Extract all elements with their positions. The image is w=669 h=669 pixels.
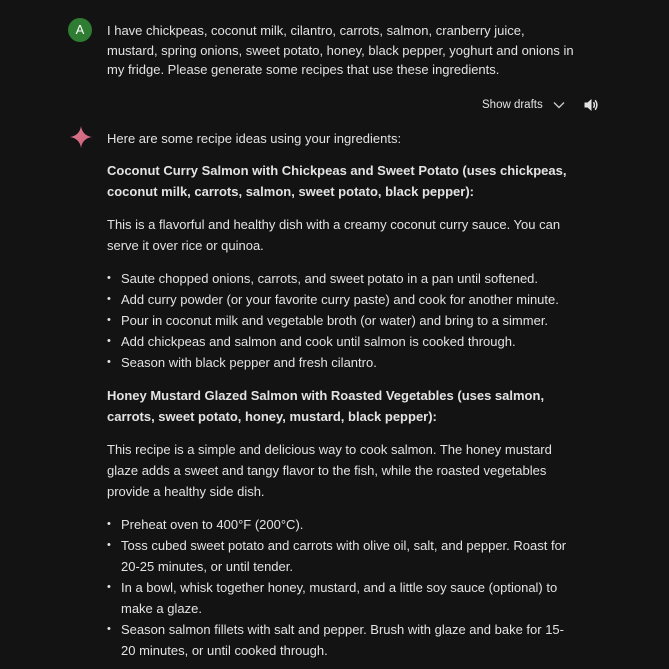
response-toolbar [482, 96, 599, 114]
show-drafts-label: Show drafts [482, 99, 543, 111]
list-item: • In a bowl, whisk together honey, mustard, and a little soy sauce (optional) to make a glaze. [107, 580, 558, 616]
sparkle-icon [70, 126, 92, 148]
step-text: In a bowl, whisk together honey, mustard, and a little soy sauce (optional) to make a glaze. [121, 580, 558, 616]
response-intro: Here are some recipe ideas using your ingredients: [107, 131, 402, 146]
user-avatar[interactable]: A [68, 18, 92, 42]
list-item: • Saute chopped onions, carrots, and sweet potato in a pan until softened. [107, 271, 539, 286]
list-item: • Season with black pepper and fresh cilantro. [107, 355, 377, 370]
step-text: Add chickpeas and salmon and cook until salmon is cooked through. [121, 334, 516, 349]
list-item: • Add chickpeas and salmon and cook until salmon is cooked through. [107, 334, 516, 349]
recipe-description: This recipe is a simple and delicious way to cook salmon. The honey mustard glaze adds a sweet and tangy flavor to the fish, while the roasted vegetables provide a healthy side dish. [107, 442, 552, 499]
list-item: • Add curry powder (or your favorite curry paste) and cook for another minute. [107, 292, 559, 307]
chevron-down-icon [553, 101, 565, 109]
recipe-steps-list [107, 268, 577, 373]
read-aloud-button[interactable] [583, 97, 599, 113]
show-drafts-button[interactable] [482, 99, 565, 111]
step-text: Season with black pepper and fresh cilantro. [121, 355, 377, 370]
user-prompt-text: I have chickpeas, coconut milk, cilantro, carrots, salmon, cranberry juice, mustard, spring onions, sweet potato, honey, black pepper, yoghurt and onions in my fridge. Please generate some recipes that use these ingredients. [107, 23, 574, 77]
step-text: Preheat oven to 400°F (200°C). [121, 517, 304, 532]
list-item: • Pour in coconut milk and vegetable broth (or water) and bring to a simmer. [107, 313, 549, 328]
recipe-title: Coconut Curry Salmon with Chickpeas and Sweet Potato (uses chickpeas, coconut milk, carrots, salmon, sweet potato, black pepper): [107, 163, 567, 199]
recipe-title: Honey Mustard Glazed Salmon with Roasted Vegetables (uses salmon, carrots, sweet potato, honey, mustard, black pepper): [107, 388, 545, 424]
list-item: • Toss cubed sweet potato and carrots with olive oil, salt, and pepper. Roast for 20-25 minutes, or until tender. [107, 538, 567, 574]
list-item: • Preheat oven to 400°F (200°C). [107, 517, 304, 532]
step-text: Season salmon fillets with salt and pepper. Brush with glaze and bake for 15-20 minutes, or until cooked through. [121, 622, 564, 658]
list-item: • Season salmon fillets with salt and pepper. Brush with glaze and bake for 15-20 minutes, or until cooked through. [107, 622, 564, 658]
recipe-steps-list [107, 514, 577, 661]
recipe-description: This is a flavorful and healthy dish with a creamy coconut curry sauce. You can serve it over rice or quinoa. [107, 217, 561, 253]
step-text: Pour in coconut milk and vegetable broth (or water) and bring to a simmer. [121, 313, 549, 328]
step-text: Toss cubed sweet potato and carrots with olive oil, salt, and pepper. Roast for 20-25 minutes, or until tender. [121, 538, 567, 574]
model-response [107, 128, 577, 669]
speaker-icon [583, 97, 599, 113]
step-text: Add curry powder (or your favorite curry paste) and cook for another minute. [121, 292, 559, 307]
step-text: Saute chopped onions, carrots, and sweet potato in a pan until softened. [121, 271, 539, 286]
